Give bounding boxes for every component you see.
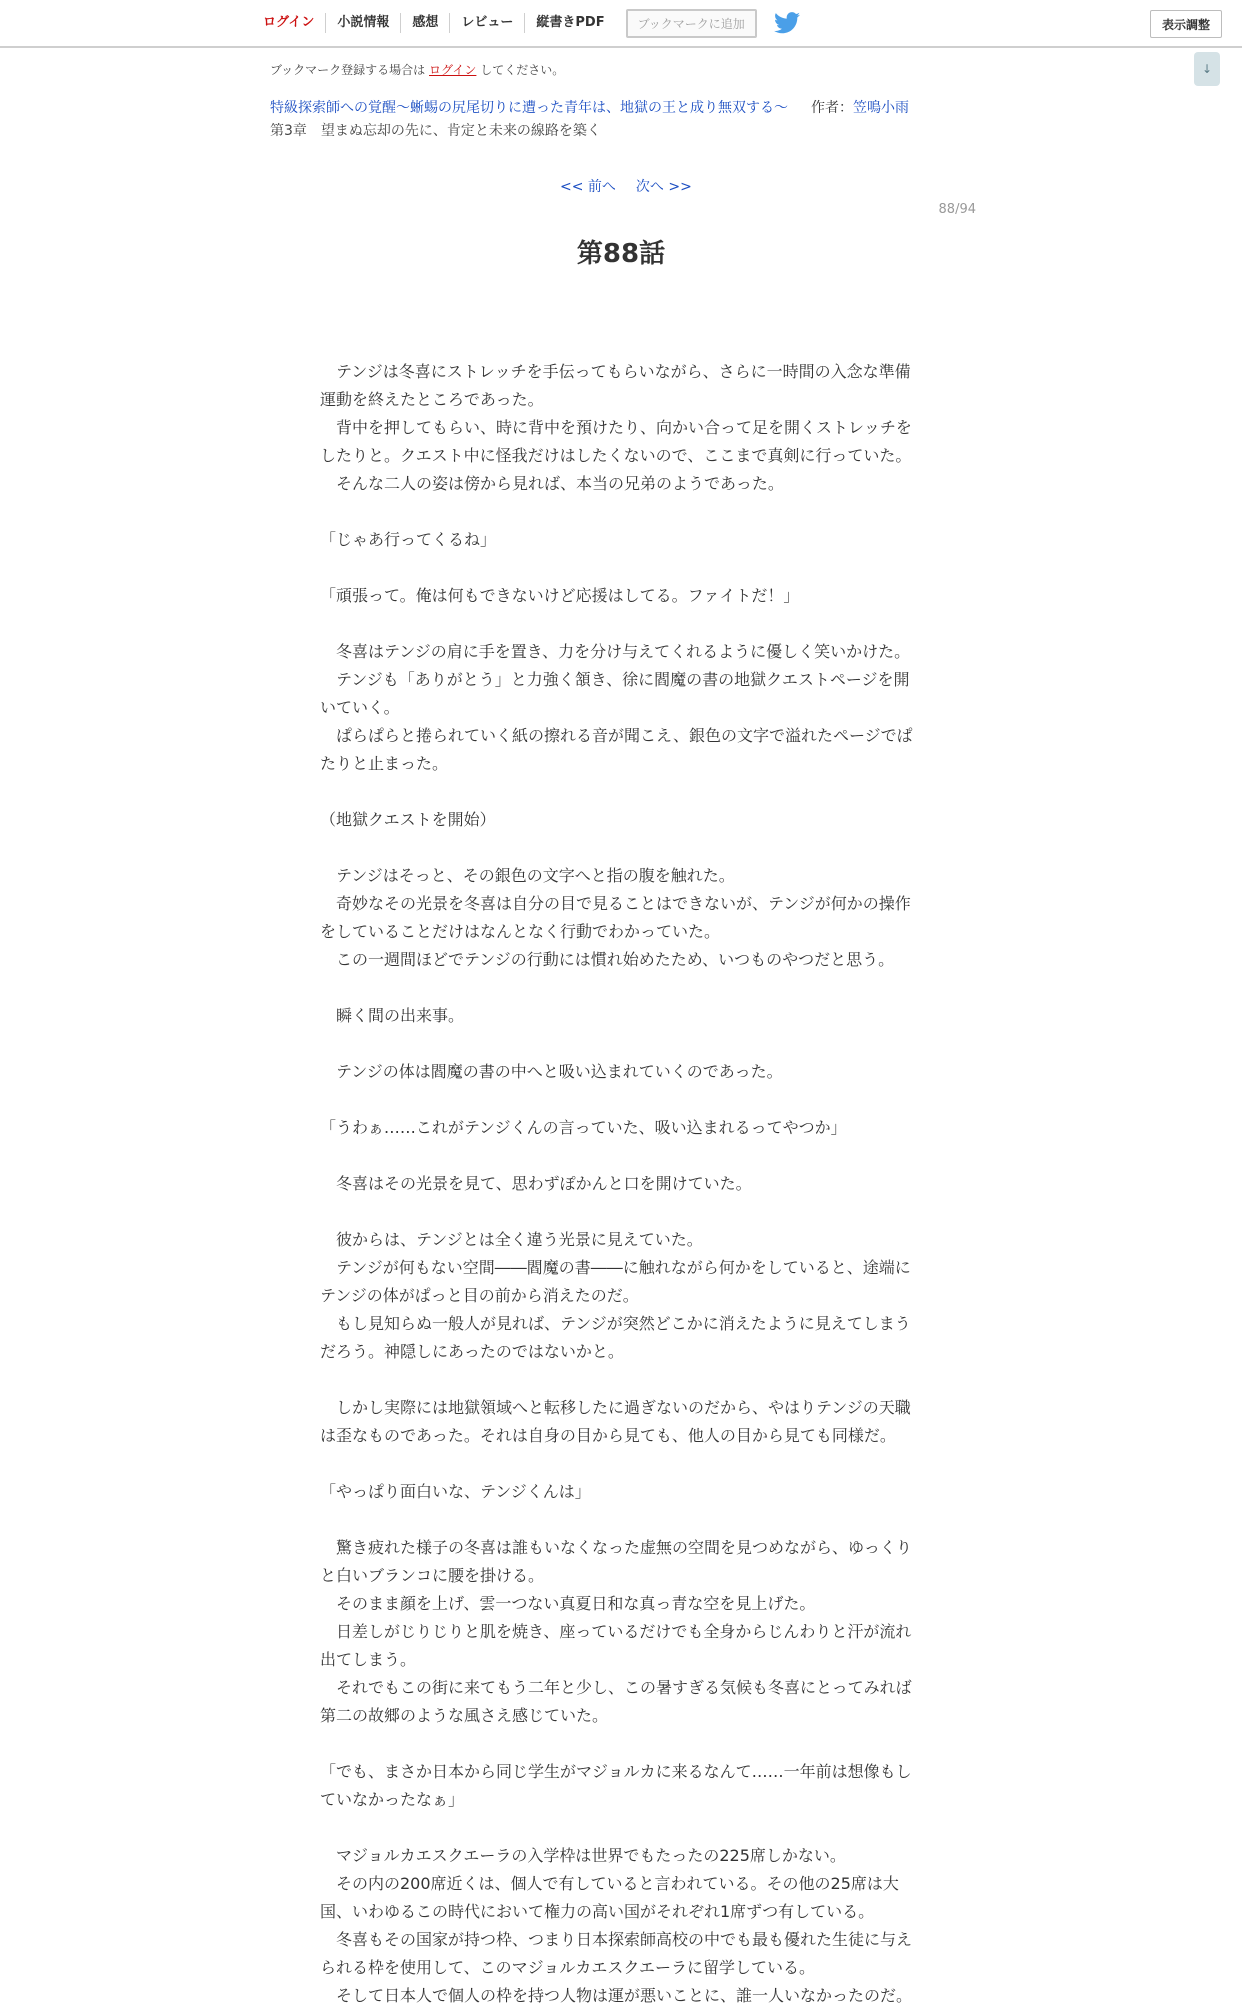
body-paragraph: 冬喜はその光景を見て、思わずぽかんと口を開けていた。	[320, 1174, 752, 1193]
author-label: 作者：	[811, 100, 853, 116]
body-paragraph: テンジは冬喜にストレッチを手伝ってもらいながら、さらに一時間の入念な準備運動を終えたところであった。	[320, 362, 911, 409]
body-paragraph: テンジも「ありがとう」と力強く頷き、徐に閻魔の書の地獄クエストページを開いていく。	[320, 670, 910, 717]
blank-line	[320, 1366, 915, 1394]
blank-line	[320, 1198, 915, 1226]
page-count: 88/94	[938, 202, 976, 217]
blank-line	[320, 1086, 915, 1114]
body-paragraph: （地獄クエストを開始）	[320, 810, 496, 829]
blank-line	[320, 1450, 915, 1478]
prev-link[interactable]: << 前へ	[560, 179, 616, 195]
body-paragraph: そのまま顔を上げ、雲一つない真夏日和な真っ青な空を見上げた。	[320, 1594, 816, 1613]
body-paragraph: 冬喜はテンジの肩に手を置き、力を分け与えてくれるように優しく笑いかけた。	[320, 642, 911, 661]
blank-line	[320, 1030, 915, 1058]
body-paragraph: 彼からは、テンジとは全く違う光景に見えていた。	[320, 1230, 703, 1249]
chapter-title: 第3章 望まぬ忘却の先に、肯定と未来の線路を築く	[270, 123, 601, 139]
body-paragraph: ぱらぱらと捲られていく紙の擦れる音が聞こえ、銀色の文字で溢れたページでぱたりと止まった。	[320, 726, 913, 773]
nav-review[interactable]: レビュー	[450, 13, 525, 33]
body-paragraph: そんな二人の姿は傍から見れば、本当の兄弟のようであった。	[320, 474, 784, 493]
note-login-link[interactable]: ログイン	[429, 63, 477, 77]
body-paragraph: もし見知らぬ一般人が見れば、テンジが突然どこかに消えたように見えてしまうだろう。神隠しにあったのではないかと。	[320, 1314, 911, 1361]
blank-line	[320, 1506, 915, 1534]
note-prefix: ブックマーク登録する場合は	[270, 63, 426, 77]
body-paragraph: 「じゃあ行ってくるね」	[320, 530, 497, 549]
display-settings-button[interactable]: 表示調整	[1150, 10, 1222, 38]
novel-body	[320, 358, 915, 2010]
twitter-bird-icon[interactable]	[774, 12, 800, 34]
body-paragraph: テンジの体は閻魔の書の中へと吸い込まれていくのであった。	[320, 1062, 783, 1081]
blank-line	[320, 778, 915, 806]
add-bookmark-button[interactable]: ブックマークに追加	[626, 9, 757, 38]
body-paragraph: テンジはそっと、その銀色の文字へと指の腹を触れた。	[320, 866, 735, 885]
author-line	[811, 97, 909, 117]
blank-line	[320, 1814, 915, 1842]
body-paragraph: 「やっぱり面白いな、テンジくんは」	[320, 1482, 591, 1501]
body-paragraph: 「頑張って。俺は何もできないけど応援はしてる。ファイトだ！」	[320, 586, 800, 605]
nav-impressions[interactable]: 感想	[401, 13, 450, 33]
blank-line	[320, 834, 915, 862]
body-paragraph: そして日本人で個人の枠を持つ人物は運が悪いことに、誰一人いなかったのだ。	[320, 1986, 913, 2005]
next-link[interactable]: 次へ >>	[635, 179, 692, 195]
body-paragraph: 冬喜もその国家が持つ枠、つまり日本探索師高校の中でも最も優れた生徒に与えられる枠を使用して、このマジョルカエスクエーラに留学している。	[320, 1930, 913, 1977]
note-suffix: してください。	[480, 63, 565, 77]
body-paragraph: 驚き疲れた様子の冬喜は誰もいなくなった虚無の空間を見つめながら、ゆっくりと白いブランコに腰を掛ける。	[320, 1538, 912, 1585]
body-paragraph: 奇妙なその光景を冬喜は自分の目で見ることはできないが、テンジが何かの操作をしていることだけはなんとなく行動でわかっていた。	[320, 894, 911, 941]
bookmark-login-note	[270, 61, 564, 78]
author-link[interactable]: 笠鳴小雨	[853, 100, 909, 116]
body-paragraph: 「うわぁ……これがテンジくんの言っていた、吸い込まれるってやつか」	[320, 1118, 847, 1137]
top-bar	[0, 0, 1242, 48]
body-paragraph: それでもこの街に来てもう二年と少し、この暑すぎる気候も冬喜にとってみれば第二の故郷のような風さえ感じていた。	[320, 1678, 912, 1725]
body-paragraph: 瞬く間の出来事。	[320, 1006, 465, 1025]
scroll-down-button[interactable]: ↓	[1194, 52, 1220, 86]
body-paragraph: テンジが何もない空間――閻魔の書――に触れながら何かをしていると、途端にテンジの体がぱっと目の前から消えたのだ。	[320, 1258, 911, 1305]
pager	[560, 176, 692, 196]
novel-title-link[interactable]: 特級探索師への覚醒～蜥蜴の尻尾切りに遭った青年は、地獄の王と成り無双する～	[270, 100, 788, 116]
blank-line	[320, 610, 915, 638]
body-paragraph: 日差しがじりじりと肌を焼き、座っているだけでも全身からじんわりと汗が流れ出てしまう。	[320, 1622, 912, 1669]
blank-line	[320, 974, 915, 1002]
body-paragraph: 背中を押してもらい、時に背中を預けたり、向かい合って足を開くストレッチをしたりと。クエスト中に怪我だけはしたくないので、ここまで真剣に行っていた。	[320, 418, 912, 465]
episode-title: 第88話	[576, 239, 666, 269]
nav-vertical-pdf[interactable]: 縦書きPDF	[536, 15, 605, 30]
header-nav	[252, 0, 800, 46]
blank-line	[320, 554, 915, 582]
nav-login[interactable]: ログイン	[252, 13, 326, 33]
body-paragraph: この一週間ほどでテンジの行動には慣れ始めたため、いつものやつだと思う。	[320, 950, 895, 969]
nav-novel-info[interactable]: 小説情報	[326, 13, 401, 33]
blank-line	[320, 1730, 915, 1758]
blank-line	[320, 498, 915, 526]
body-paragraph: 「でも、まさか日本から同じ学生がマジョルカに来るなんて……一年前は想像もしていなかったなぁ」	[320, 1762, 912, 1809]
blank-line	[320, 1142, 915, 1170]
body-paragraph: その内の200席近くは、個人で有していると言われている。その他の25席は大国、いわゆるこの時代において権力の高い国がそれぞれ1席ずつ有している。	[320, 1874, 899, 1921]
body-paragraph: しかし実際には地獄領域へと転移したに過ぎないのだから、やはりテンジの天職は歪なものであった。それは自身の目から見ても、他人の目から見ても同様だ。	[320, 1398, 911, 1445]
body-paragraph: マジョルカエスクエーラの入学枠は世界でもたったの225席しかない。	[320, 1846, 846, 1865]
